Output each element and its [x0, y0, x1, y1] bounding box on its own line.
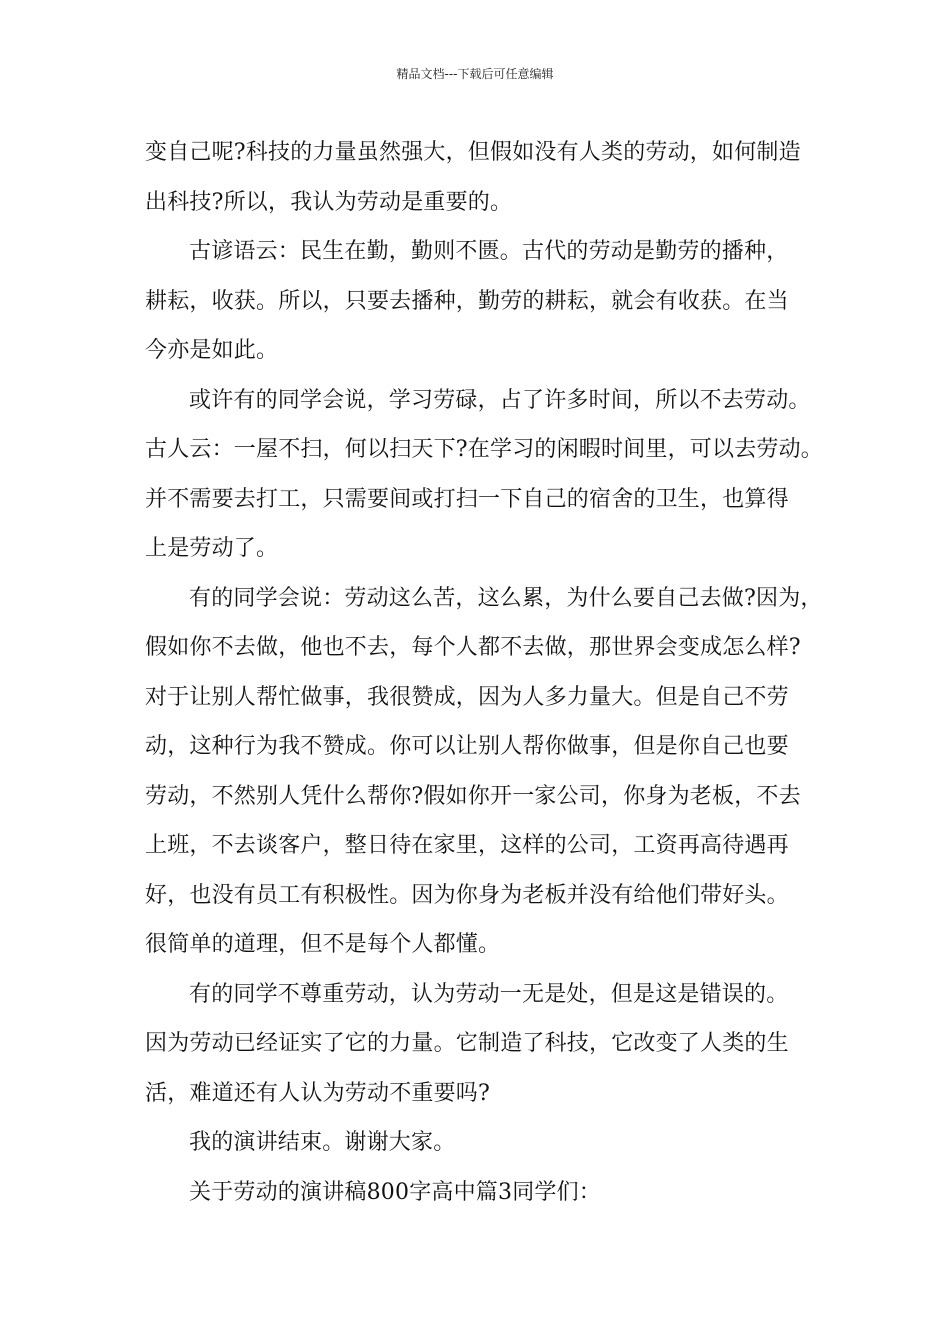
text-line: 因为劳动已经证实了它的力量。它制造了科技，它改变了人类的生 [145, 1031, 789, 1056]
document-body [145, 128, 823, 1217]
text-line: 上班，不去谈客户，整日待在家里，这样的公司，工资再高待遇再 [145, 833, 789, 858]
text-line: 动，这种行为我不赞成。你可以让别人帮你做事，但是你自己也要 [145, 734, 789, 759]
text-line: 变自己呢?科技的力量虽然强大，但假如没有人类的劳动，如何制造 [145, 140, 801, 165]
text-line: 耕耘，收获。所以，只要去播种，勤劳的耕耘，就会有收获。在当 [145, 288, 789, 314]
text-line: 今亦是如此。 [145, 338, 279, 363]
paragraph-start-line: 或许有的同学会说，学习劳碌，占了许多时间，所以不去劳动。 [189, 387, 811, 413]
text-line: 对于让别人帮忙做事，我很赞成，因为人多力量大。但是自己不劳 [145, 684, 789, 710]
text-line: 古人云：一屋不扫，何以扫天下?在学习的闲暇时间里，可以去劳动。 [145, 437, 823, 462]
text-line: 上是劳动了。 [145, 536, 279, 561]
text-line: 并不需要去打工，只需要间或打扫一下自己的宿舍的卫生，也算得 [145, 486, 789, 512]
paragraph-start-line: 有的同学不尊重劳动，认为劳动一无是处，但是这是错误的。 [189, 981, 789, 1007]
paragraph-start-line: 有的同学会说：劳动这么苦，这么累，为什么要自己去做?因为， [189, 585, 823, 611]
text-line: 假如你不去做，他也不去，每个人都不去做，那世界会变成怎么样? [145, 635, 801, 660]
paragraph-start-line: 古谚语云：民生在勤，勤则不匮。古代的劳动是勤劳的播种， [189, 239, 789, 264]
text-line: 好，也没有员工有积极性。因为你身为老板并没有给他们带好头。 [145, 882, 789, 908]
text-line: 劳动，不然别人凭什么帮你?假如你开一家公司，你身为老板，不去 [145, 783, 801, 809]
paragraph-start-line: 我的演讲结束。谢谢大家。 [189, 1130, 456, 1155]
text-line: 活，难道还有人认为劳动不重要吗? [145, 1080, 490, 1106]
text-line: 出科技?所以，我认为劳动是重要的。 [145, 189, 513, 215]
page-header: 精品文档---下载后可任意编辑 [396, 67, 554, 81]
text-line: 很简单的道理，但不是每个人都懂。 [145, 932, 501, 957]
section-heading-line: 关于劳动的演讲稿800字高中篇3同学们： [189, 1179, 601, 1205]
